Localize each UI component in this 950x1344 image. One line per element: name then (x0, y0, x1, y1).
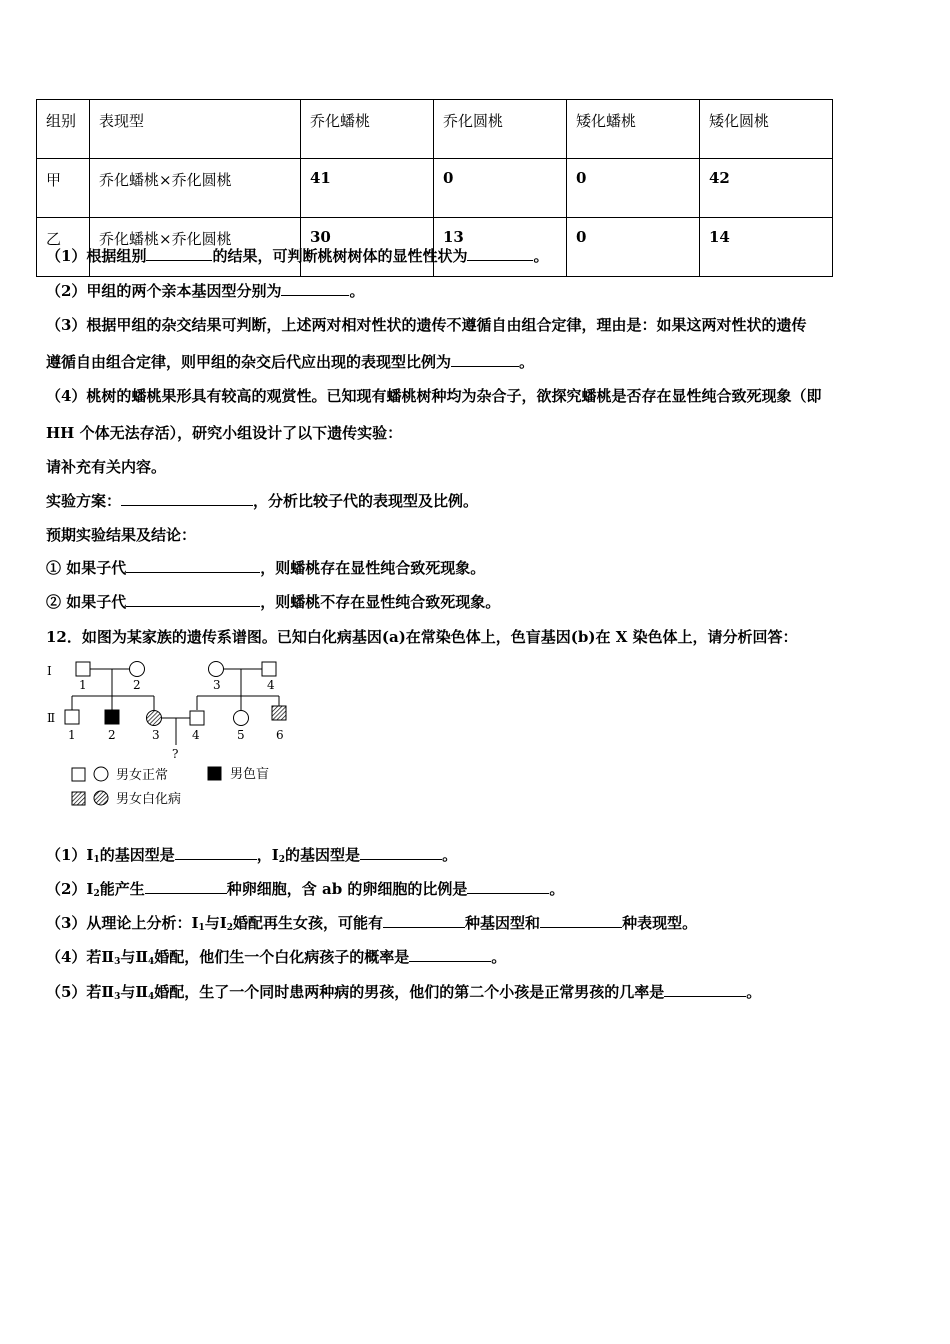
q11-result-2: ② 如果子代 ，则蟠桃不存在显性纯合致死现象。 (46, 593, 501, 611)
q11-expected-heading: 预期实验结果及结论： (46, 526, 197, 544)
q12-intro: 12．如图为某家族的遗传系谱图。已知白化病基因(a)在常染色体上，色盲基因(b)在 X 染色体上，请分析回答： (46, 628, 798, 646)
answer-blank[interactable] (467, 246, 533, 261)
cross-cell: 乔化蟠桃×乔化圆桃 (90, 218, 301, 277)
count-cell: 0 (567, 218, 700, 277)
q11-result-1: ① 如果子代 ，则蟠桃存在显性纯合致死现象。 (46, 559, 486, 577)
legend-normal-label: 男女正常 (116, 768, 169, 783)
male-normal-symbol (65, 710, 79, 724)
answer-blank[interactable] (360, 845, 442, 860)
answer-blank[interactable] (126, 592, 260, 607)
header-cell: 乔化蟠桃 (301, 100, 434, 159)
generation-label: Ⅱ (47, 711, 56, 725)
legend-female-albino-symbol (94, 791, 108, 805)
count-cell: 0 (567, 159, 700, 218)
pedigree-chart (40, 655, 320, 815)
unknown-child-marker: ? (172, 747, 179, 761)
female-normal-symbol (234, 711, 249, 726)
legend-male-albino-symbol (72, 792, 85, 805)
answer-blank[interactable] (467, 879, 549, 894)
header-cell: 乔化圆桃 (434, 100, 567, 159)
count-cell: 0 (434, 159, 567, 218)
answer-blank[interactable] (145, 879, 227, 894)
answer-blank[interactable] (451, 352, 519, 367)
q11-part4-cont: HH 个体无法存活），研究小组设计了以下遗传实验： (46, 424, 403, 442)
count-cell: 41 (301, 159, 434, 218)
q11-part3: （3）根据甲组的杂交结果可判断，上述两对相对性状的遗传不遵循自由组合定律，理由是：如果这两对性状的遗传 (46, 316, 807, 334)
individual-number: 6 (276, 728, 284, 742)
q11-part4: （4）桃树的蟠桃果形具有较高的观赏性。已知现有蟠桃树种均为杂合子，欲探究蟠桃是否存在显性纯合致死现象（即 (46, 387, 822, 405)
header-cell: 组别 (37, 100, 90, 159)
q11-part3-cont: 遵循自由组合定律，则甲组的杂交后代应出现的表现型比例为 。 (46, 353, 535, 371)
male-colorblind-symbol (105, 710, 119, 724)
legend-albino-label: 男女白化病 (116, 792, 182, 807)
header-cell: 表现型 (90, 100, 301, 159)
group-cell: 甲 (37, 159, 90, 218)
header-cell: 矮化蟠桃 (567, 100, 700, 159)
female-normal-symbol (130, 662, 145, 677)
individual-number: 5 (237, 728, 245, 742)
answer-blank[interactable] (281, 281, 349, 296)
female-albino-symbol (147, 711, 162, 726)
answer-blank[interactable] (175, 845, 257, 860)
individual-number: 4 (267, 678, 275, 692)
q12-part2: $(2)Ⅰ_2$能产生 种卵细胞，含 ab 的卵细胞的比例是 。 (46, 880, 565, 899)
generation-label: Ⅰ (47, 664, 52, 678)
q11-part2: （2）甲组的两个亲本基因型分别为 。 (46, 282, 365, 300)
q12-part1: $(1)Ⅰ_1$的基因型是 ，$Ⅰ_2$的基因型是 。 (46, 846, 458, 865)
male-normal-symbol (76, 662, 90, 676)
q12-part5: （5）若$Ⅱ_3$与$Ⅱ_4$婚配，生了一个同时患两种病的男孩，他们的第二个小孩是正常男孩的几率是 。 (46, 983, 762, 1002)
legend-female-normal-symbol (94, 767, 108, 781)
group-cell: 乙 (37, 218, 90, 277)
answer-blank[interactable] (540, 913, 622, 928)
header-cell: 矮化圆桃 (700, 100, 833, 159)
legend-colorblind-label: 男色盲 (230, 767, 270, 782)
male-normal-symbol (262, 662, 276, 676)
count-cell: 14 (700, 218, 833, 277)
count-cell: 42 (700, 159, 833, 218)
individual-number: 1 (79, 678, 87, 692)
q12-part3: （3）从理论上分析：$Ⅰ_1$与$Ⅰ_2$婚配再生女孩，可能有 种基因型和 种表现型。 (46, 914, 698, 933)
female-normal-symbol (209, 662, 224, 677)
answer-blank[interactable] (664, 982, 746, 997)
q11-part1: （1）根据组别 的结果，可判断桃树树体的显性性状为 。 (46, 247, 549, 265)
individual-number: 2 (108, 728, 116, 742)
q11-instruction: 请补充有关内容。 (46, 458, 167, 476)
individual-number: 2 (133, 678, 141, 692)
count-cell: 13 (434, 218, 567, 277)
individual-number: 1 (68, 728, 76, 742)
answer-blank[interactable] (121, 491, 253, 506)
individual-number: 3 (152, 728, 160, 742)
male-albino-symbol (272, 706, 286, 720)
count-cell: 30 (301, 218, 434, 277)
individual-number: 3 (213, 678, 221, 692)
answer-blank[interactable] (126, 558, 260, 573)
table-header-row (37, 100, 833, 159)
table-row (37, 159, 833, 218)
legend-male-colorblind-symbol (208, 767, 221, 780)
individual-number: 4 (192, 728, 200, 742)
answer-blank[interactable] (146, 246, 212, 261)
male-normal-symbol (190, 711, 204, 725)
legend-male-normal-symbol (72, 768, 85, 781)
answer-blank[interactable] (383, 913, 465, 928)
q11-plan: 实验方案： ，分析比较子代的表现型及比例。 (46, 492, 479, 510)
cross-cell: 乔化蟠桃×乔化圆桃 (90, 159, 301, 218)
q12-part4: （4）若$Ⅱ_3$与$Ⅱ_4$婚配，他们生一个白化病孩子的概率是 。 (46, 948, 507, 967)
answer-blank[interactable] (409, 947, 491, 962)
